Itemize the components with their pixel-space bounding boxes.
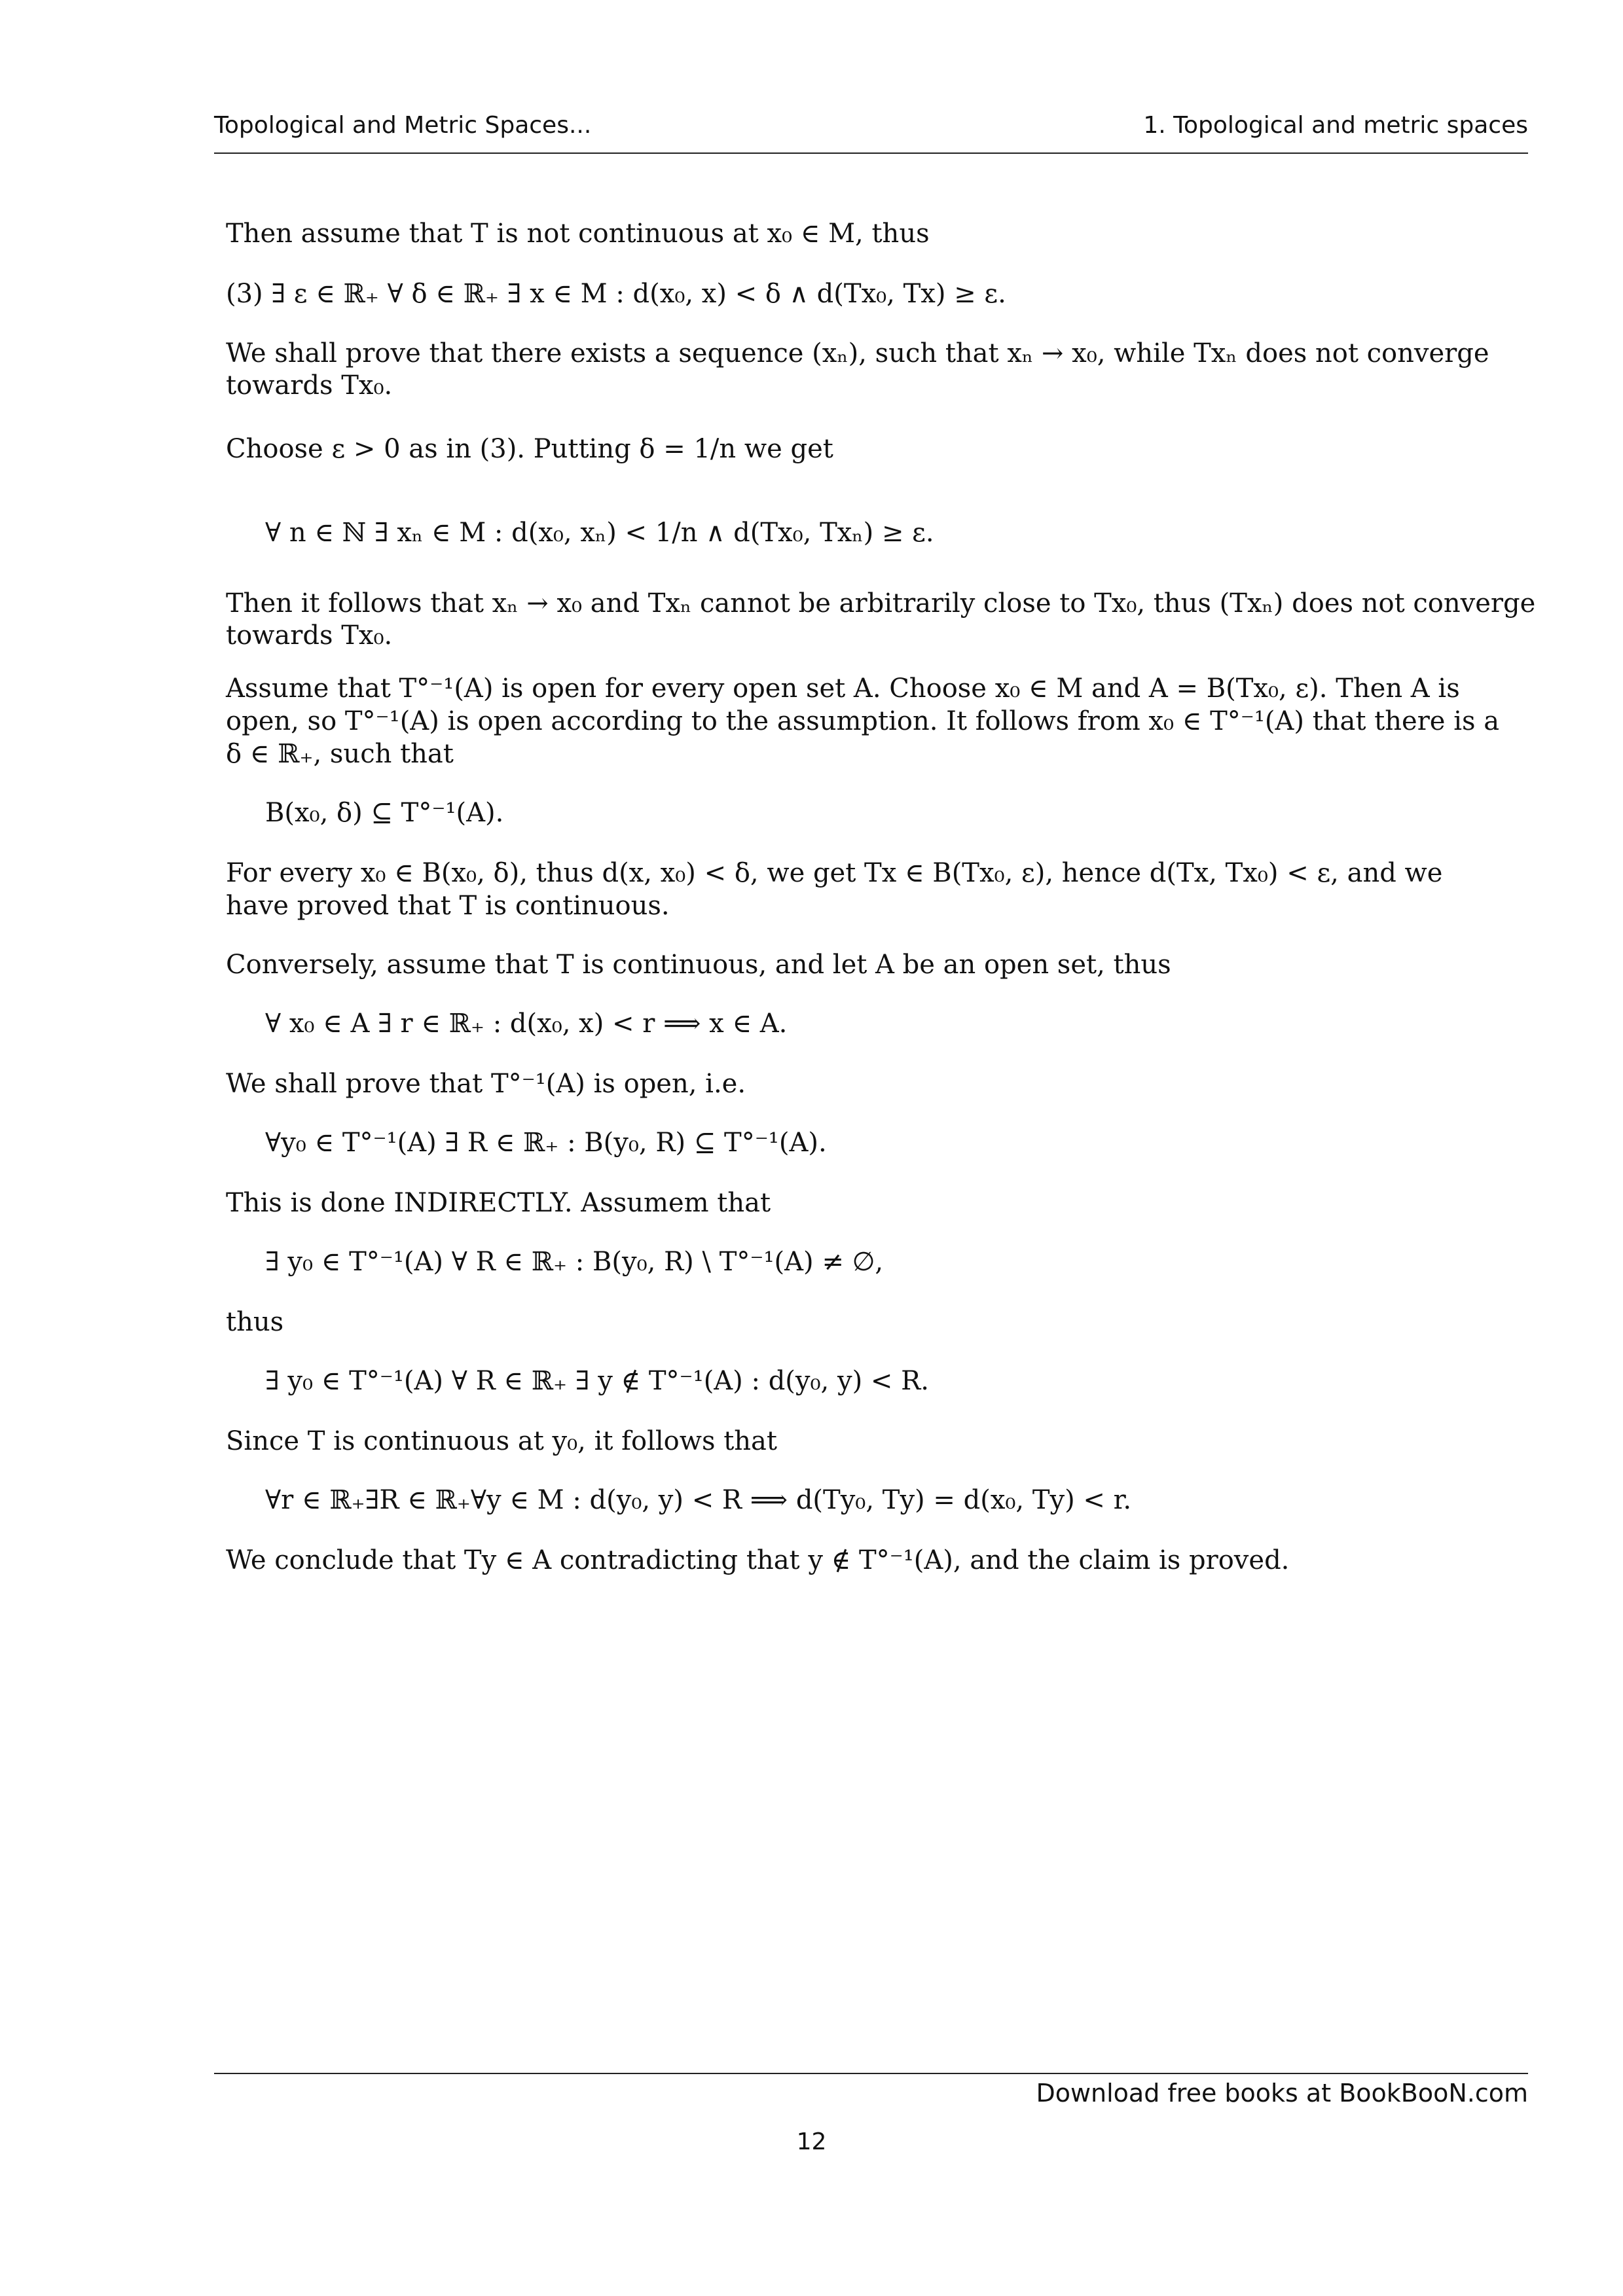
paragraph-line: towards Tx₀.	[226, 620, 393, 651]
display-formula: ∀r ∈ ℝ₊∃R ∈ ℝ₊∀y ∈ M : d(y₀, y) < R ⟹ d(Ty₀, Ty) = d(x₀, Ty) < r.	[265, 1485, 1132, 1515]
display-formula: ∃ y₀ ∈ T°⁻¹(A) ∀ R ∈ ℝ₊ : B(y₀, R) \ T°⁻¹(A) ≠ ∅,	[265, 1247, 884, 1277]
paragraph-line: Then assume that T is not continuous at x₀ ∈ M, thus	[226, 219, 930, 249]
paragraph-line: Since T is continuous at y₀, it follows that	[226, 1426, 777, 1456]
display-formula: ∃ y₀ ∈ T°⁻¹(A) ∀ R ∈ ℝ₊ ∃ y ∉ T°⁻¹(A) : d(y₀, y) < R.	[265, 1366, 929, 1396]
paragraph-line: Conversely, assume that T is continuous, and let A be an open set, thus	[226, 950, 1171, 980]
paragraph-line: Choose ε > 0 as in (3). Putting δ = 1/n we get	[226, 434, 833, 464]
footer-download-link[interactable]: Download free books at BookBooN.com	[1036, 2079, 1528, 2108]
numbered-formula: (3) ∃ ε ∈ ℝ₊ ∀ δ ∈ ℝ₊ ∃ x ∈ M : d(x₀, x) < δ ∧ d(Tx₀, Tx) ≥ ε.	[226, 279, 1006, 309]
display-formula: ∀y₀ ∈ T°⁻¹(A) ∃ R ∈ ℝ₊ : B(y₀, R) ⊆ T°⁻¹(A).	[265, 1128, 827, 1158]
paragraph-line: thus	[226, 1307, 284, 1337]
display-formula: B(x₀, δ) ⊆ T°⁻¹(A).	[265, 798, 504, 828]
paragraph-line: have proved that T is continuous.	[226, 891, 670, 921]
display-formula: ∀ x₀ ∈ A ∃ r ∈ ℝ₊ : d(x₀, x) < r ⟹ x ∈ A.	[265, 1009, 788, 1039]
paragraph-line: This is done INDIRECTLY. Assumem that	[226, 1188, 771, 1218]
paragraph-line: Assume that T°⁻¹(A) is open for every open set A. Choose x₀ ∈ M and A = B(Tx₀, ε). Then A is	[226, 673, 1460, 704]
footer-rule	[214, 2073, 1528, 2074]
running-header-right: 1. Topological and metric spaces	[1143, 112, 1528, 139]
paragraph-line: Then it follows that xₙ → x₀ and Txₙ cannot be arbitrarily close to Tx₀, thus (Txₙ) does not converge	[226, 588, 1536, 619]
paragraph-line: open, so T°⁻¹(A) is open according to the assumption. It follows from x₀ ∈ T°⁻¹(A) that there is a	[226, 706, 1500, 736]
display-formula: ∀ n ∈ ℕ ∃ xₙ ∈ M : d(x₀, xₙ) < 1/n ∧ d(Tx₀, Txₙ) ≥ ε.	[265, 518, 934, 548]
paragraph-line: We shall prove that there exists a sequence (xₙ), such that xₙ → x₀, while Txₙ does not converge	[226, 338, 1489, 368]
header-rule	[214, 152, 1528, 154]
paragraph-line: δ ∈ ℝ₊, such that	[226, 739, 454, 769]
paragraph-line: For every x₀ ∈ B(x₀, δ), thus d(x, x₀) < δ, we get Tx ∈ B(Tx₀, ε), hence d(Tx, Tx₀) < ε, and we	[226, 858, 1443, 888]
page-number: 12	[796, 2128, 827, 2155]
paragraph-line: We conclude that Ty ∈ A contradicting that y ∉ T°⁻¹(A), and the claim is proved.	[226, 1545, 1290, 1575]
running-header-left: Topological and Metric Spaces...	[214, 112, 592, 139]
paragraph-line: towards Tx₀.	[226, 370, 393, 401]
paragraph-line: We shall prove that T°⁻¹(A) is open, i.e.	[226, 1069, 746, 1099]
